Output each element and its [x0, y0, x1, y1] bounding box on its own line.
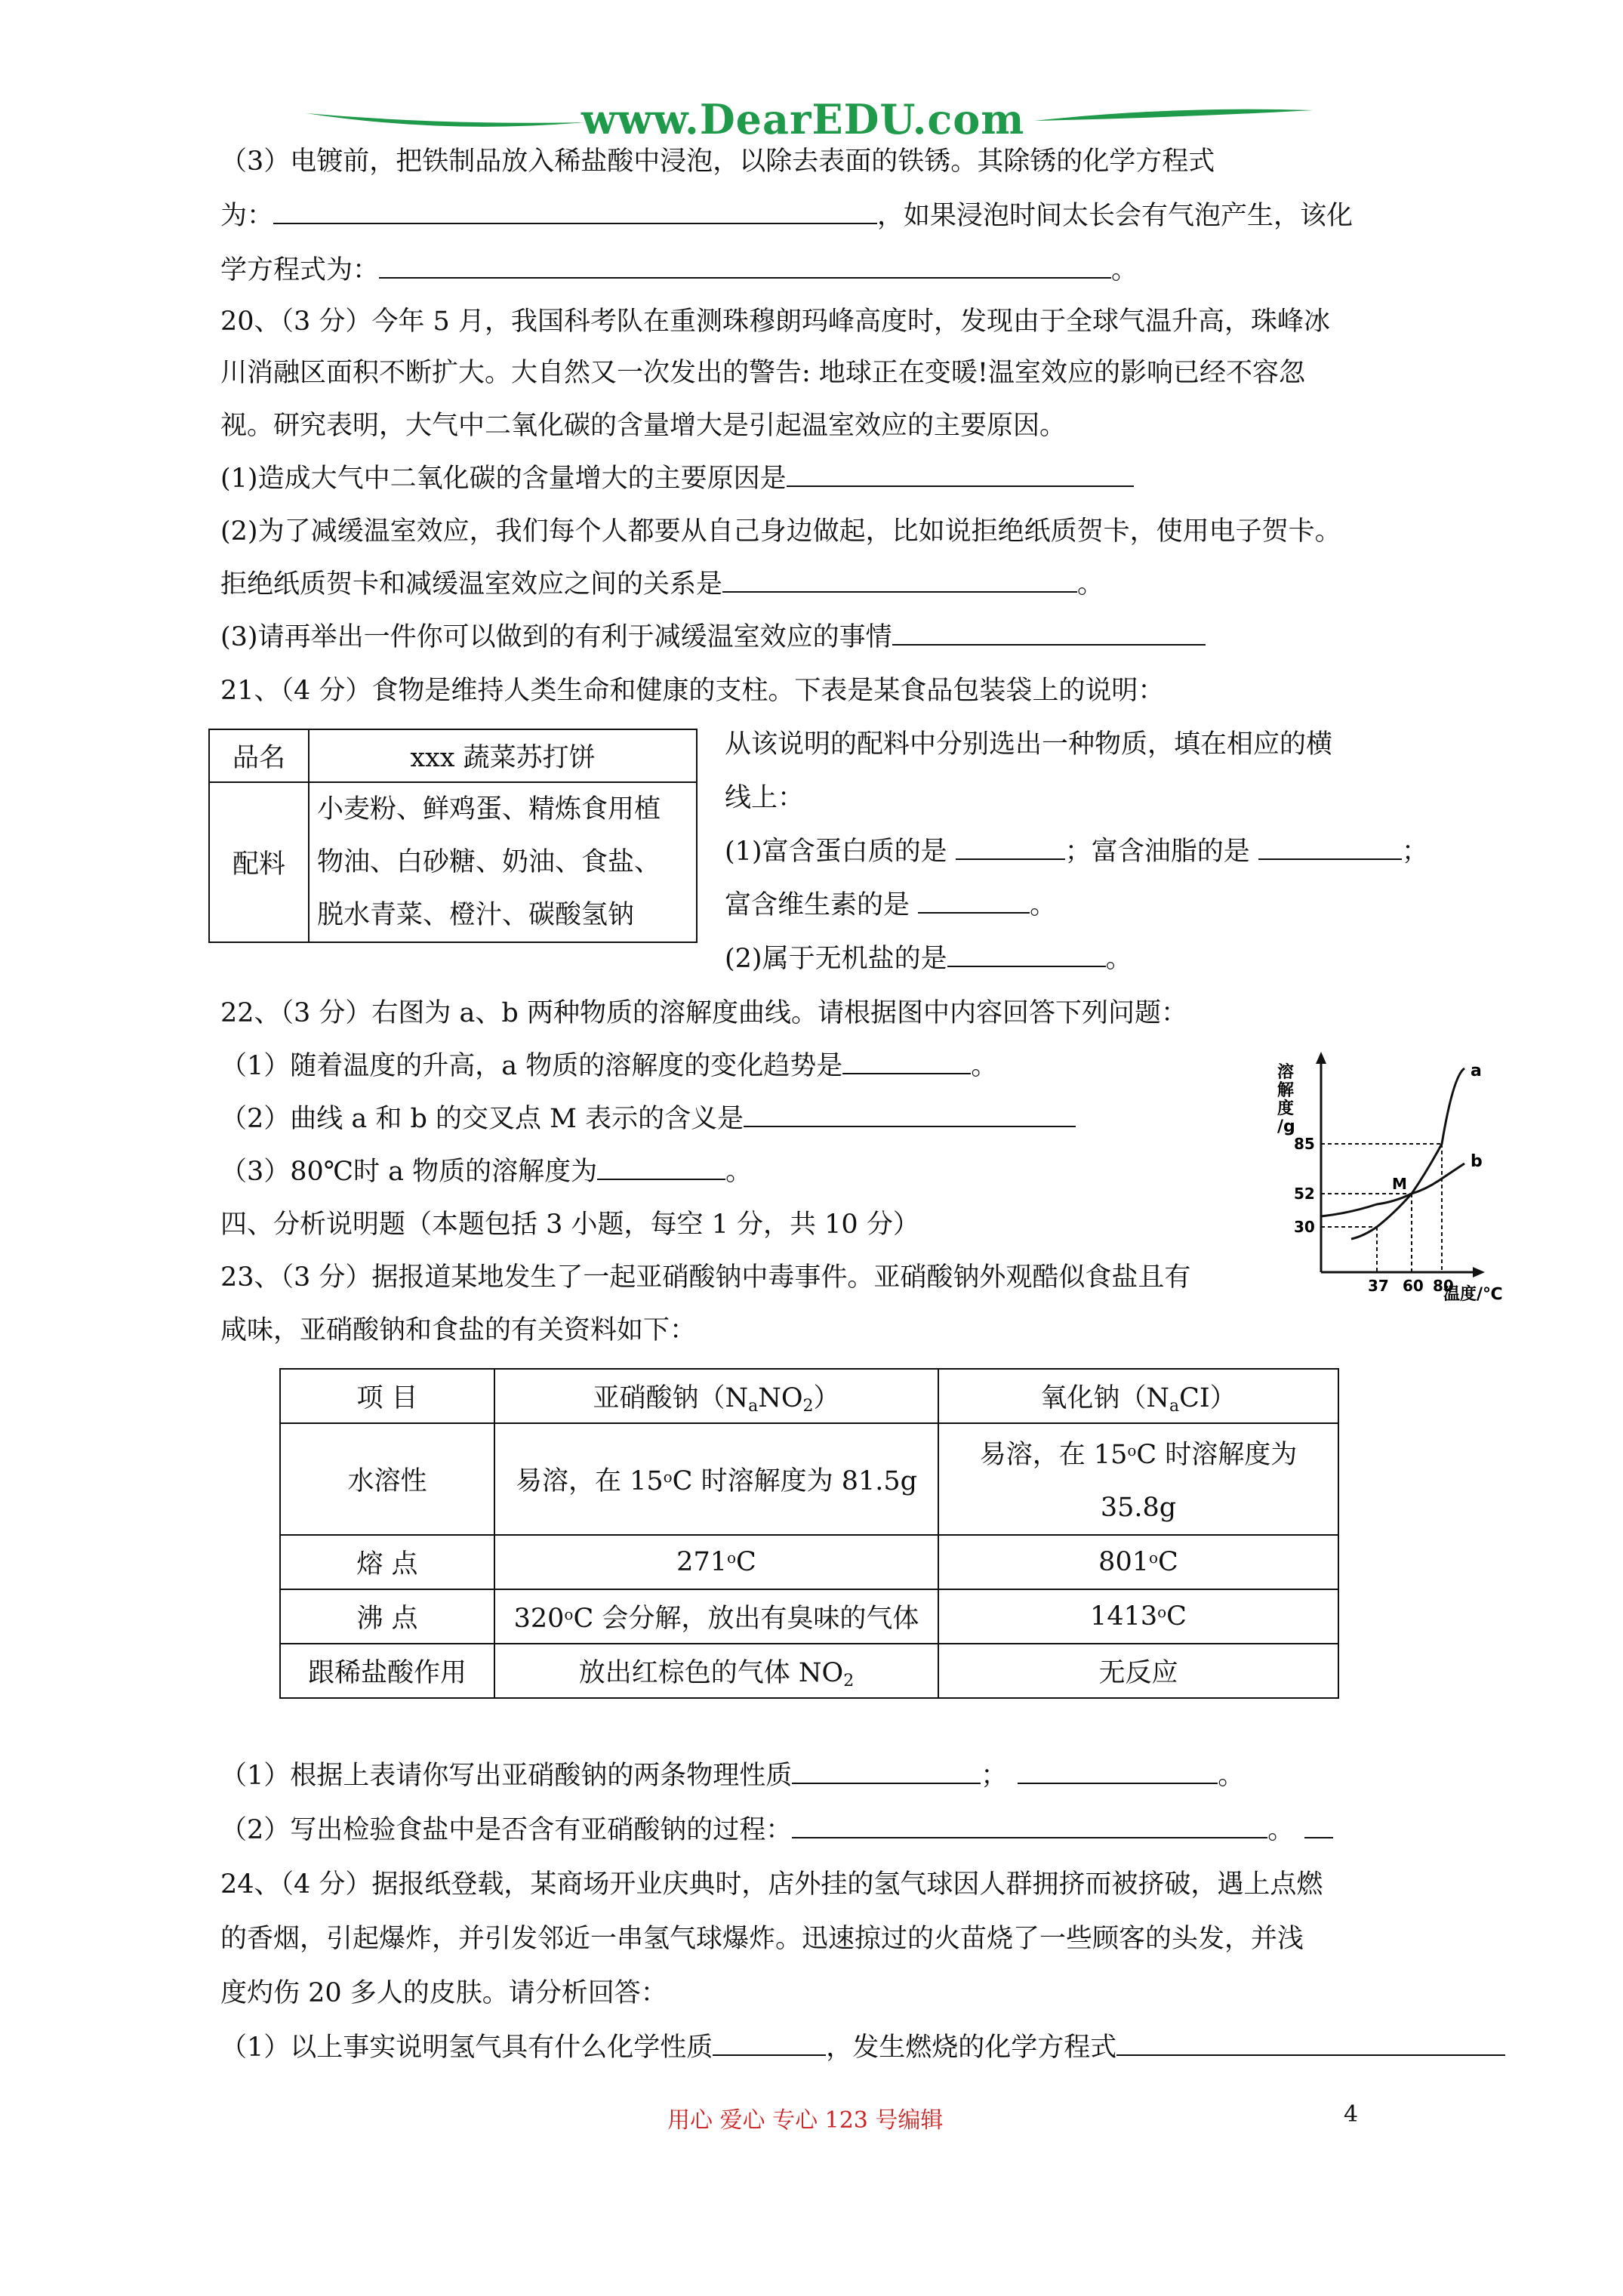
cell-text: o	[1127, 1441, 1137, 1459]
logo-swoosh-right	[1030, 104, 1317, 134]
cell-text: 氧化钠（N	[1040, 1382, 1169, 1413]
x-tick-37: 37	[1368, 1277, 1389, 1295]
q22-part1-post: 。	[971, 1051, 998, 1081]
table-cell: 水溶性	[280, 1423, 494, 1535]
answer-blank[interactable]	[1304, 1814, 1333, 1838]
q22-part2	[220, 1102, 1076, 1136]
cell-text: 易溶，在 15	[515, 1466, 664, 1496]
q24-part1	[220, 2031, 1505, 2064]
q21-side3	[725, 835, 1428, 868]
series-a-curve	[1351, 1068, 1464, 1239]
q20-line2: 川消融区面积不断扩大。大自然又一次发出的警告: 地球正在变暖!温室效应的影响已经不容忽	[220, 358, 1305, 388]
answer-blank[interactable]	[1018, 1760, 1218, 1784]
q22-part3-post: 。	[725, 1157, 753, 1187]
q19-3-line1: （3）电镀前，把铁制品放入稀盐酸中浸泡，以除去表面的铁锈。其除锈的化学方程式	[220, 146, 1215, 177]
table-header-cell: 项 目	[280, 1369, 494, 1423]
cell-text: o	[1157, 1603, 1167, 1621]
q24-line2: 的香烟，引起爆炸，并引发邻近一串氢气球爆炸。迅速掠过的火苗烧了一些顾客的头发，并浅	[220, 1924, 1304, 1954]
table-cell: 无反应	[938, 1644, 1338, 1698]
series-a-label: a	[1471, 1062, 1482, 1080]
ingredients-line: 小麦粉、鲜鸡蛋、精炼食用植	[317, 794, 661, 824]
q20-part3-text: (3)请再举出一件你可以做到的有利于减缓温室效应的事情	[220, 622, 892, 652]
q21-side4-b: 。	[1030, 890, 1057, 920]
guide-lines	[1321, 1144, 1442, 1272]
q19-3-line3	[220, 254, 1138, 287]
answer-blank[interactable]	[792, 1760, 981, 1784]
q22-part1-pre: （1）随着温度的升高，a 物质的溶解度的变化趋势是	[220, 1051, 843, 1081]
q19-3-line2-pre: 为：	[220, 201, 274, 231]
cell-text: 271	[676, 1547, 727, 1577]
q21-side3-a: (1)富含蛋白质的是	[725, 837, 956, 867]
q19-3-line3-pre: 学方程式为：	[220, 255, 380, 285]
q24-line1: 24、（4 分）据报纸登载，某商场开业庆典时，店外挂的氢气球因人群拥挤而被挤破，遇上点燃	[220, 1869, 1323, 1900]
cell-text: ）	[813, 1382, 840, 1413]
q21-side1: 从该说明的配料中分别选出一种物质，填在相应的横	[725, 729, 1333, 760]
cell-text: C	[736, 1547, 756, 1577]
q21-side5-a: (2)属于无机盐的是	[725, 944, 947, 974]
table-cell: 跟稀盐酸作用	[280, 1644, 494, 1698]
q23-part2-post: 。	[1267, 1815, 1295, 1845]
q22-part3	[220, 1155, 752, 1188]
q20-line3: 视。研究表明，大气中二氧化碳的含量增大是引起温室效应的主要原因。	[220, 411, 1067, 441]
y-tick-85: 85	[1294, 1135, 1315, 1153]
y-label-1: 溶	[1277, 1063, 1295, 1082]
y-tick-30: 30	[1294, 1218, 1315, 1236]
answer-blank[interactable]	[722, 569, 1077, 593]
y-label-2: 解	[1277, 1081, 1295, 1100]
q24-part1-pre: （1）以上事实说明氢气具有什么化学性质	[220, 2032, 713, 2063]
answer-blank[interactable]	[713, 2032, 826, 2056]
q20-line1: 20、（3 分）今年 5 月，我国科考队在重测珠穆朗玛峰高度时，发现由于全球气温升高，珠峰冰	[220, 307, 1330, 337]
solubility-chart	[1276, 1046, 1525, 1310]
answer-blank[interactable]	[744, 1103, 1076, 1127]
table-cell	[938, 1535, 1338, 1589]
cell-text: NO	[758, 1382, 803, 1413]
table-cell: 熔 点	[280, 1535, 494, 1589]
q21-side3-b: ；富含油脂的是	[1064, 837, 1258, 867]
q23-part1-mid: ；	[981, 1761, 1008, 1791]
answer-blank[interactable]	[892, 621, 1206, 646]
cell-text: 2	[843, 1671, 855, 1690]
q21-side3-c: ；	[1401, 837, 1428, 867]
q20-part2b	[220, 568, 1104, 601]
q21-side4	[725, 889, 1056, 922]
table-cell	[938, 1423, 1338, 1535]
cell-text: 亚硝酸钠（N	[593, 1382, 749, 1413]
sodium-nitrite-table	[279, 1368, 1339, 1699]
q21-side5	[725, 942, 1132, 975]
cell-text: 801	[1098, 1547, 1149, 1577]
q24-part1-mid: ，发生燃烧的化学方程式	[826, 2032, 1117, 2063]
cell-text: C 时溶解度为 81.5g	[672, 1466, 918, 1496]
q24-line3: 度灼伤 20 多人的皮肤。请分析回答：	[220, 1978, 667, 2008]
x-label: 温度/℃	[1443, 1285, 1503, 1304]
y-label-3: 度	[1277, 1099, 1295, 1118]
cell-text: 320	[513, 1604, 565, 1634]
q23-line2: 咸味，亚硝酸钠和食盐的有关资料如下：	[220, 1315, 697, 1345]
q23-part2-pre: （2）写出检验食盐中是否含有亚硝酸钠的过程：	[220, 1815, 793, 1845]
y-label-4: /g	[1277, 1117, 1295, 1136]
table-cell	[494, 1423, 938, 1535]
cell-text: 2	[802, 1396, 814, 1416]
q21-side4-a: 富含维生素的是	[725, 890, 919, 920]
ingredients-line: 物油、白砂糖、奶油、食盐、	[317, 847, 661, 877]
table-cell: 品名	[209, 729, 309, 782]
series-b-label: b	[1471, 1152, 1483, 1171]
y-axis-arrow	[1316, 1052, 1326, 1064]
cell-text: C	[1158, 1547, 1178, 1577]
answer-blank[interactable]	[792, 1814, 1267, 1838]
x-tick-80: 80	[1433, 1277, 1454, 1295]
answer-blank[interactable]	[1258, 836, 1402, 860]
cell-text: o	[1148, 1549, 1159, 1567]
q22-part2-text: （2）曲线 a 和 b 的交叉点 M 表示的含义是	[220, 1104, 744, 1134]
cell-text: C	[1166, 1601, 1187, 1632]
cell-text: CI）	[1179, 1382, 1236, 1413]
q19-3-line2-post: ，如果浸泡时间太长会有气泡产生，该化	[877, 201, 1354, 231]
q21-side5-b: 。	[1105, 944, 1132, 974]
logo-swoosh-left	[302, 106, 589, 136]
intersection-label: M	[1392, 1175, 1407, 1193]
q22-part1	[220, 1049, 997, 1083]
q23-part1-pre: （1）根据上表请你写出亚硝酸钠的两条物理性质	[220, 1761, 793, 1791]
table-cell	[309, 782, 697, 942]
cell-text: C 时溶解度为	[1136, 1440, 1298, 1470]
cell-text: a	[748, 1396, 759, 1416]
curves	[1321, 1068, 1464, 1239]
answer-blank[interactable]	[842, 1050, 971, 1074]
table-cell: xxx 蔬菜苏打饼	[309, 729, 697, 782]
answer-blank[interactable]	[597, 1156, 725, 1180]
table-cell	[938, 1589, 1338, 1644]
section4-title: 四、分析说明题（本题包括 3 小题，每空 1 分，共 10 分）	[220, 1210, 919, 1240]
cell-text: o	[726, 1549, 737, 1567]
q23-part1	[220, 1759, 1244, 1792]
cell-text: 1413	[1090, 1601, 1158, 1632]
q20-part2b-pre: 拒绝纸质贺卡和减缓温室效应之间的关系是	[220, 569, 723, 599]
cell-text: 放出红棕色的气体 NO	[578, 1657, 844, 1688]
answer-blank[interactable]	[956, 836, 1065, 860]
answer-blank[interactable]	[787, 463, 1134, 487]
answer-blank[interactable]	[379, 254, 1111, 279]
x-axis-arrow	[1473, 1267, 1485, 1277]
cell-text: o	[564, 1605, 574, 1623]
q21-side2: 线上：	[725, 783, 805, 813]
q20-part2a: (2)为了减缓温室效应，我们每个人都要从自己身边做起，比如说拒绝纸质贺卡，使用电子贺卡。	[220, 516, 1341, 547]
cell-text: C 会分解，放出有臭味的气体	[573, 1604, 919, 1634]
answer-blank[interactable]	[273, 200, 877, 224]
answer-blank[interactable]	[947, 943, 1106, 967]
table-cell	[494, 1535, 938, 1589]
q19-3-line2	[220, 199, 1353, 233]
page-number: 4	[1344, 2101, 1359, 2128]
q23-part2	[220, 1814, 1333, 1847]
q20-part2b-post: 。	[1077, 569, 1104, 599]
cell-text: 易溶，在 15	[979, 1440, 1128, 1470]
table-header-cell	[494, 1369, 938, 1423]
q23-line1: 23、（3 分）据报道某地发生了一起亚硝酸钠中毒事件。亚硝酸钠外观酷似食盐且有	[220, 1262, 1191, 1293]
table-cell: 配料	[209, 782, 309, 942]
table-header-cell	[938, 1369, 1338, 1423]
answer-blank[interactable]	[1116, 2032, 1505, 2056]
y-tick-52: 52	[1294, 1185, 1315, 1203]
logo-text[interactable]: www.DearEDU.com	[581, 95, 1025, 143]
food-label-table	[208, 729, 698, 943]
table-cell: 沸 点	[280, 1589, 494, 1644]
q20-part1	[220, 462, 1134, 495]
cell-text: a	[1169, 1396, 1180, 1416]
answer-blank[interactable]	[918, 889, 1030, 914]
cell-text: 35.8g	[1100, 1493, 1177, 1523]
table-cell	[494, 1589, 938, 1644]
q22-part3-pre: （3）80℃时 a 物质的溶解度为	[220, 1157, 598, 1187]
q23-part1-post: 。	[1218, 1761, 1245, 1791]
table-cell	[494, 1644, 938, 1698]
q20-part1-text: (1)造成大气中二氧化碳的含量增大的主要原因是	[220, 464, 787, 494]
q20-part3	[220, 621, 1206, 654]
footer-slogan: 用心 爱心 专心 123 号编辑	[667, 2107, 944, 2134]
q21-intro: 21、（4 分）食物是维持人类生命和健康的支柱。下表是某食品包装袋上的说明：	[220, 676, 1165, 706]
ingredients-line: 脱水青菜、橙汁、碳酸氢钠	[317, 900, 635, 930]
x-tick-60: 60	[1403, 1277, 1424, 1295]
cell-text: o	[663, 1468, 673, 1486]
q19-3-line3-post: 。	[1111, 255, 1138, 285]
q22-intro: 22、（3 分）右图为 a、b 两种物质的溶解度曲线。请根据图中内容回答下列问题：	[220, 998, 1187, 1028]
